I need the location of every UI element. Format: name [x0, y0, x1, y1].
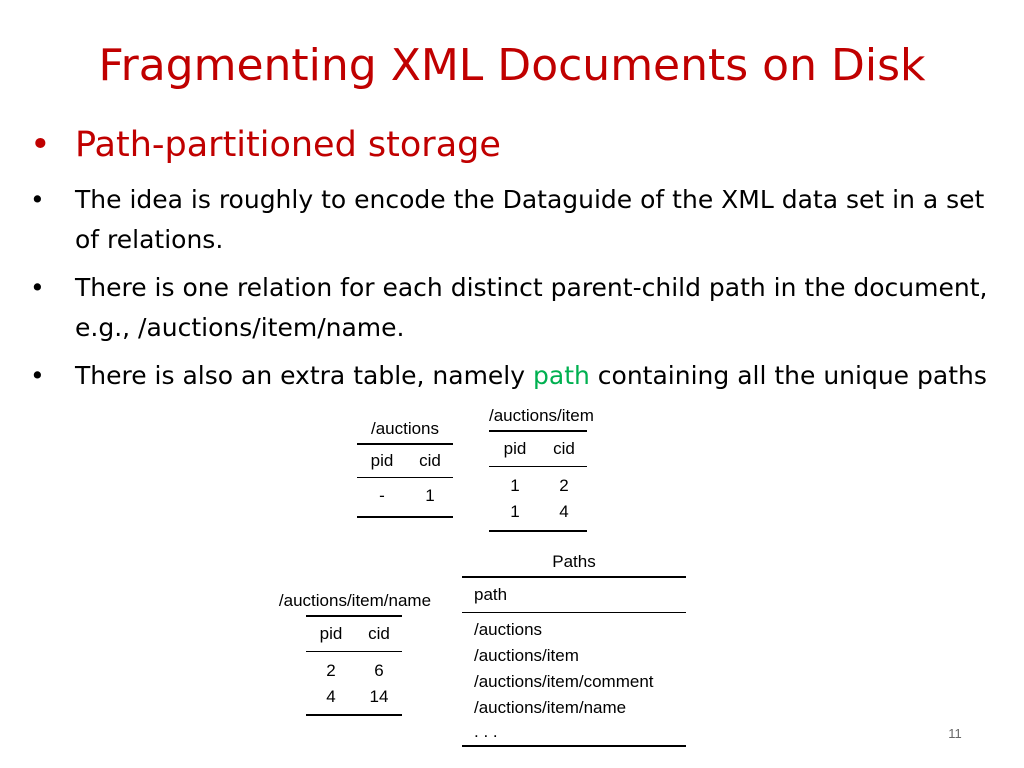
table-row: /auctions/item/comment [474, 672, 654, 691]
header-cid: cid [368, 624, 390, 643]
paths-table [462, 551, 686, 747]
bullet-text: There is one relation for each distinct parent-child path in the document, e.g., /auctions/item/name. [75, 273, 988, 342]
bullet-text: Path-partitioned storage [75, 125, 501, 165]
header-pid: pid [319, 624, 343, 643]
header-cid: cid [419, 451, 441, 470]
bullet-text: The idea is roughly to encode the Dataguide of the XML data set in a set of relations. [75, 185, 985, 254]
table-bottom-rule [357, 516, 453, 518]
table-row: 1 2 [510, 476, 569, 495]
bullet-symbol: • [30, 125, 51, 165]
table-bottom-rule [306, 714, 402, 716]
table-row: - 1 [379, 486, 435, 505]
table-header-row [306, 617, 402, 651]
bullet-list [30, 124, 1005, 404]
bullet-text-post: containing all the unique paths [589, 361, 987, 390]
table-header-cell: path [474, 585, 508, 604]
bullet-text [75, 356, 1005, 396]
bullet-item [30, 180, 1005, 260]
path-highlight: path [533, 361, 590, 390]
relation-body [306, 615, 402, 716]
table-header-row [357, 445, 453, 477]
bullet-item [30, 356, 1005, 396]
table-row: /auctions [474, 620, 543, 639]
bullet-item [30, 268, 1005, 348]
page-number: 11 [948, 726, 962, 741]
bullet-text-pre: There is also an extra table, namely [75, 361, 533, 390]
table-header-row [489, 432, 587, 466]
relation-title: Paths [552, 552, 596, 571]
header-cid: cid [553, 439, 575, 458]
relation-auctions-item-name [270, 591, 440, 716]
relation-title: /auctions/item [489, 406, 594, 425]
table-row: /auctions/item [474, 646, 579, 665]
bullet-symbol: • [30, 185, 45, 214]
bullet-symbol: • [30, 273, 45, 302]
table-bottom-rule [489, 530, 587, 532]
header-pid: pid [503, 439, 527, 458]
header-pid: pid [370, 451, 394, 470]
relation-auctions [357, 419, 453, 518]
relation-title: /auctions [370, 419, 440, 438]
relation-title: /auctions/item/name [278, 591, 432, 610]
table-row: /auctions/item/name [474, 698, 627, 717]
bullet-item [30, 124, 1005, 166]
table-bottom-rule [462, 745, 686, 747]
table-row: 2 6 [326, 661, 384, 680]
table-row: 4 14 [326, 687, 389, 706]
table-row-ellipsis: . . . [474, 722, 498, 741]
relation-auctions-item [489, 406, 594, 532]
slide-title: Fragmenting XML Documents on Disk [98, 40, 926, 91]
bullet-symbol: • [30, 361, 45, 390]
table-row: 1 4 [510, 502, 569, 521]
